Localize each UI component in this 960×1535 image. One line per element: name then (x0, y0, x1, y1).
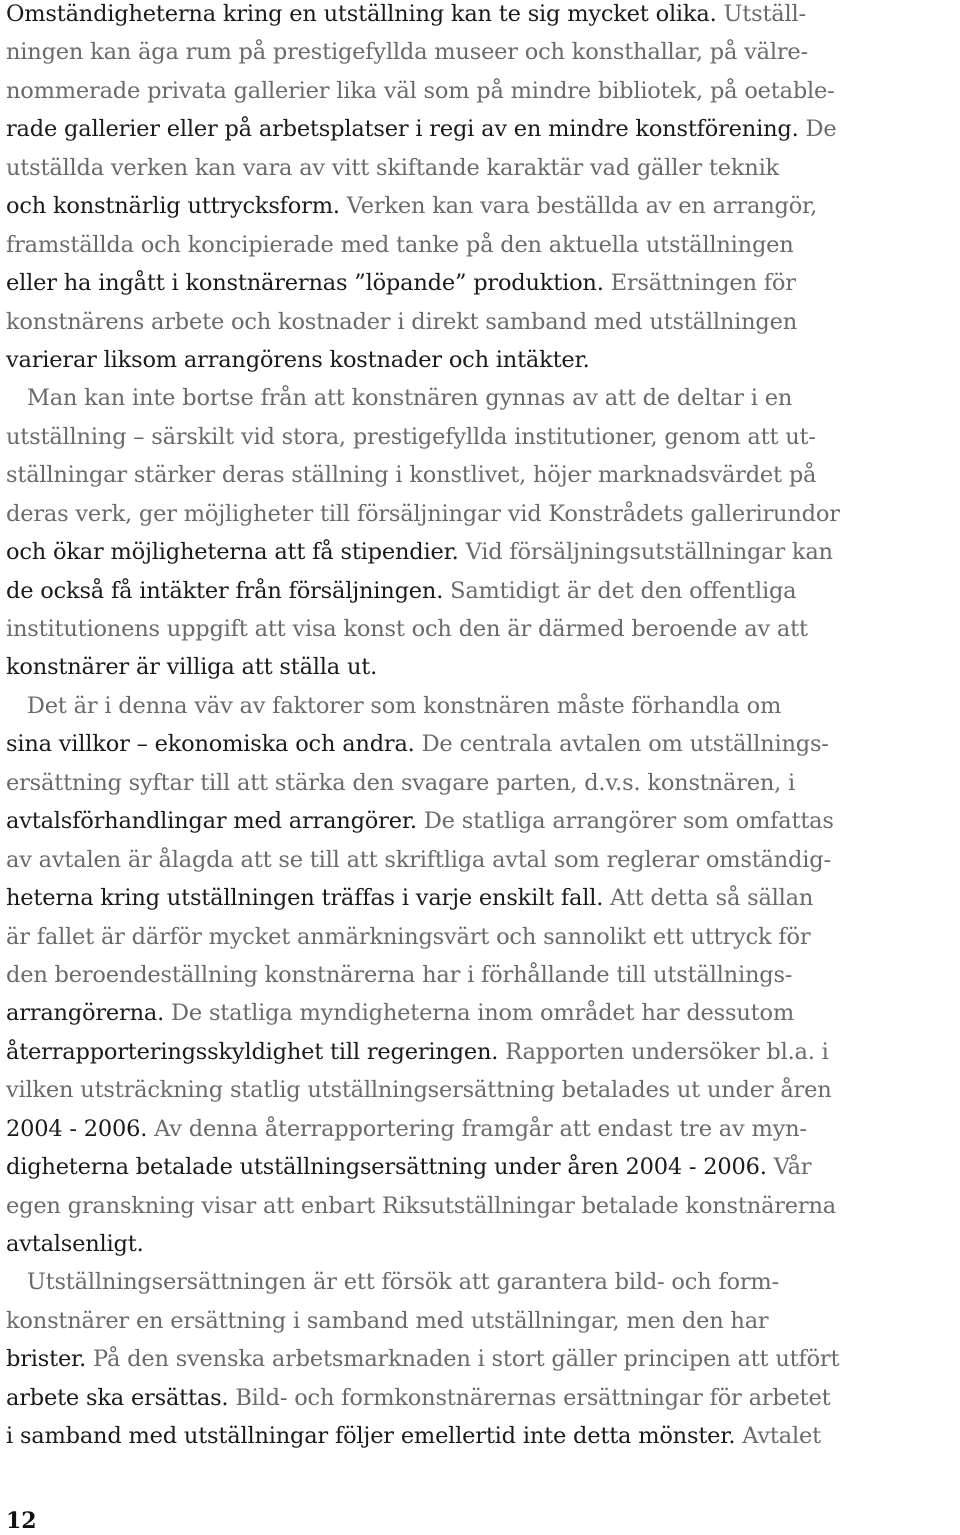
text-segment: ningen kan äga rum på prestigefyllda museer och konsthallar, på välre- (6, 39, 808, 66)
text-line (6, 226, 956, 264)
text-segment: varierar liksom arrangörens kostnader och intäkter. (6, 346, 590, 373)
text-line (6, 495, 956, 533)
text-segment: ställningar stärker deras ställning i konstlivet, höjer marknadsvärdet på (6, 462, 817, 489)
text-line (6, 572, 956, 610)
text-line (6, 1071, 956, 1109)
text-line (6, 956, 956, 994)
text-segment: Vår (773, 1154, 812, 1181)
text-line (6, 764, 956, 802)
text-line (6, 456, 956, 494)
text-line (6, 841, 956, 879)
text-line (6, 33, 956, 71)
text-segment: utställda verken kan vara av vitt skiftande karaktär vad gäller teknik (6, 154, 779, 181)
text-line (6, 1033, 956, 1071)
text-segment: heterna kring utställningen träffas i varje enskilt fall. (6, 885, 611, 912)
text-line (6, 1379, 956, 1417)
text-line (6, 725, 956, 763)
text-segment: konstnärer är villiga att ställa ut. (6, 654, 378, 681)
text-segment: vilken utsträckning statlig utställningsersättning betalades ut under åren (6, 1077, 832, 1104)
text-line (6, 187, 956, 225)
text-segment: nommerade privata gallerier lika väl som på mindre bibliotek, på oetable- (6, 77, 835, 104)
text-line (6, 1302, 956, 1340)
text-line (6, 72, 956, 110)
text-segment: ersättning syftar till att stärka den svagare parten, d.v.s. konstnären, i (6, 769, 796, 796)
text-segment: institutionens uppgift att visa konst och den är därmed beroende av att (6, 616, 808, 642)
text-segment: De centrala avtalen om utställnings- (421, 731, 829, 758)
text-line (6, 341, 956, 379)
text-segment: Ersättningen för (610, 270, 796, 297)
text-segment: konstnärer en ersättning i samband med utställningar, men den har (6, 1307, 769, 1334)
text-segment: På den svenska arbetsmarknaden i stort gäller principen att utfört (93, 1346, 840, 1373)
text-segment: de också få intäkter från försäljningen. (6, 577, 451, 604)
text-line (6, 533, 956, 571)
text-segment: Utställningsersättningen är ett försök att garantera bild- och form- (6, 1269, 779, 1296)
text-line (6, 149, 956, 187)
text-segment: och ökar möjligheterna att få stipendier. (6, 539, 466, 566)
text-line (6, 110, 956, 148)
text-line (6, 648, 956, 686)
text-segment: Det är i denna väv av faktorer som konstnären måste förhandla om (6, 692, 782, 719)
text-segment: Samtidigt är det den offentliga (450, 577, 797, 604)
text-segment: Att detta så sällan (610, 885, 814, 912)
text-segment: 2004 - 2006. (6, 1115, 155, 1142)
text-line (6, 687, 956, 725)
text-segment: återrapporteringsskyldighet till regeringen. (6, 1038, 506, 1065)
text-segment: den beroendeställning konstnärerna har i förhållande till utställnings- (6, 961, 793, 988)
text-line (6, 303, 956, 341)
text-segment: konstnärens arbete och kostnader i direkt samband med utställningen (6, 308, 798, 335)
text-segment: egen granskning visar att enbart Riksutställningar betalade konstnärerna (6, 1192, 836, 1219)
page-number: 12 (6, 1508, 37, 1534)
body-text (6, 0, 956, 1456)
text-segment: utställning – särskilt vid stora, prestigefyllda institutioner, genom att ut- (6, 423, 816, 450)
text-segment: sina villkor – ekonomiska och andra. (6, 731, 422, 758)
text-segment: eller ha ingått i konstnärernas ”löpande” produktion. (6, 270, 611, 297)
text-segment: av avtalen är ålagda att se till att skriftliga avtal som reglerar omständig- (6, 846, 831, 873)
text-segment: och konstnärlig uttrycksform. (6, 193, 347, 220)
text-line (6, 610, 956, 648)
text-line (6, 802, 956, 840)
text-line (6, 879, 956, 917)
text-segment: Av denna återrapportering framgår att endast tre av myn- (154, 1115, 807, 1142)
text-segment: digheterna betalade utställningsersättning under åren 2004 - 2006. (6, 1154, 774, 1181)
text-line (6, 0, 956, 33)
text-segment: arbete ska ersättas. (6, 1384, 236, 1411)
text-line (6, 1110, 956, 1148)
text-segment: Rapporten undersöker bl.a. i (505, 1038, 829, 1065)
text-line (6, 264, 956, 302)
text-line (6, 1263, 956, 1301)
text-line (6, 379, 956, 417)
text-segment: Utställ- (723, 1, 806, 27)
text-segment: Bild- och formkonstnärernas ersättningar för arbetet (235, 1384, 831, 1411)
text-segment: Avtalet (742, 1423, 821, 1450)
text-line (6, 1148, 956, 1186)
text-segment: deras verk, ger möjligheter till försäljningar vid Konstrådets gallerirundor (6, 500, 840, 527)
text-line (6, 918, 956, 956)
text-segment: De statliga myndigheterna inom området har dessutom (171, 1000, 794, 1027)
text-line (6, 1340, 956, 1378)
text-segment: De statliga arrangörer som omfattas (423, 808, 834, 835)
text-segment: i samband med utställningar följer emellertid inte detta mönster. (6, 1423, 743, 1450)
text-line (6, 1417, 956, 1455)
text-segment: avtalsförhandlingar med arrangörer. (6, 808, 424, 835)
text-segment: framställda och koncipierade med tanke på den aktuella utställningen (6, 231, 794, 258)
text-line (6, 1187, 956, 1225)
text-segment: brister. (6, 1346, 94, 1373)
text-segment: Omständigheterna kring en utställning kan te sig mycket olika. (6, 1, 724, 27)
text-line (6, 1225, 956, 1263)
text-segment: De (805, 116, 837, 143)
text-segment: Man kan inte bortse från att konstnären gynnas av att de deltar i en (6, 385, 793, 412)
text-segment: avtalsenligt. (6, 1231, 144, 1257)
text-segment: Verken kan vara beställda av en arrangör, (346, 193, 818, 220)
text-segment: rade gallerier eller på arbetsplatser i regi av en mindre konstförening. (6, 116, 806, 143)
text-line (6, 418, 956, 456)
text-segment: är fallet är därför mycket anmärkningsvärt och sannolikt ett uttryck för (6, 923, 811, 950)
text-segment: arrangörerna. (6, 1000, 172, 1027)
text-line (6, 994, 956, 1032)
text-segment: Vid försäljningsutställningar kan (465, 539, 833, 566)
